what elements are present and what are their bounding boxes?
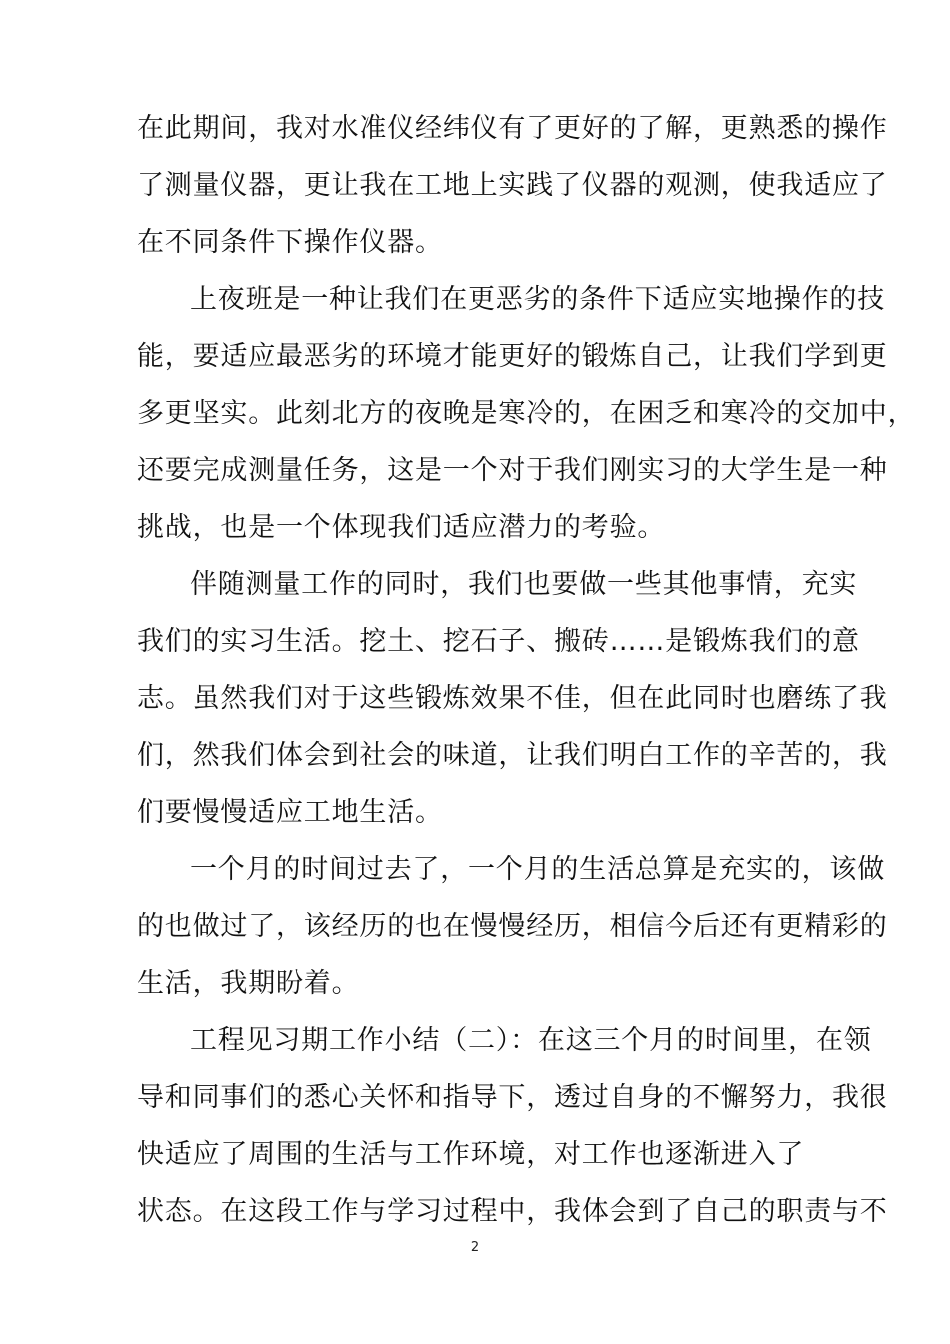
body-text (137, 100, 916, 1240)
text-line: 在此期间，我对水准仪经纬仪有了更好的了解，更熟悉的操作 (137, 113, 888, 144)
text-line: 能，要适应最恶劣的环境才能更好的锻炼自己，让我们学到更 (137, 341, 888, 372)
page-number: 2 (470, 1240, 480, 1255)
text-line: 志。虽然我们对于这些锻炼效果不佳，但在此同时也磨练了我 (137, 683, 888, 714)
paragraph-start-line: 工程见习期工作小结（二）：在这三个月的时间里，在领 (190, 1025, 872, 1056)
text-line: 们，然我们体会到社会的味道，让我们明白工作的辛苦的，我 (137, 740, 888, 771)
text-line: 我们的实习生活。挖土、挖石子、搬砖……是锻炼我们的意 (137, 626, 860, 657)
paragraph-start-line: 上夜班是一种让我们在更恶劣的条件下适应实地操作的技 (190, 284, 885, 315)
text-line: 的也做过了，该经历的也在慢慢经历，相信今后还有更精彩的 (137, 911, 888, 942)
paragraph-start-line: 一个月的时间过去了，一个月的生活总算是充实的，该做 (190, 854, 885, 885)
text-line: 挑战，也是一个体现我们适应潜力的考验。 (137, 512, 666, 543)
text-line: 快适应了周围的生活与工作环境，对工作也逐渐进入了 (137, 1139, 805, 1170)
text-line: 生活，我期盼着。 (137, 968, 360, 999)
text-line: 了测量仪器，更让我在工地上实践了仪器的观测，使我适应了 (137, 170, 888, 201)
paragraph-start-line: 伴随测量工作的同时，我们也要做一些其他事情，充实 (190, 569, 858, 600)
text-line: 状态。在这段工作与学习过程中，我体会到了自己的职责与不 (137, 1196, 888, 1227)
text-line: 导和同事们的悉心关怀和指导下，透过自身的不懈努力，我很 (137, 1082, 888, 1113)
text-line: 还要完成测量任务，这是一个对于我们刚实习的大学生是一种 (137, 455, 888, 486)
text-line: 多更坚实。此刻北方的夜晚是寒冷的，在困乏和寒冷的交加中， (137, 398, 916, 429)
text-line: 们要慢慢适应工地生活。 (137, 797, 443, 828)
text-line: 在不同条件下操作仪器。 (137, 227, 443, 258)
